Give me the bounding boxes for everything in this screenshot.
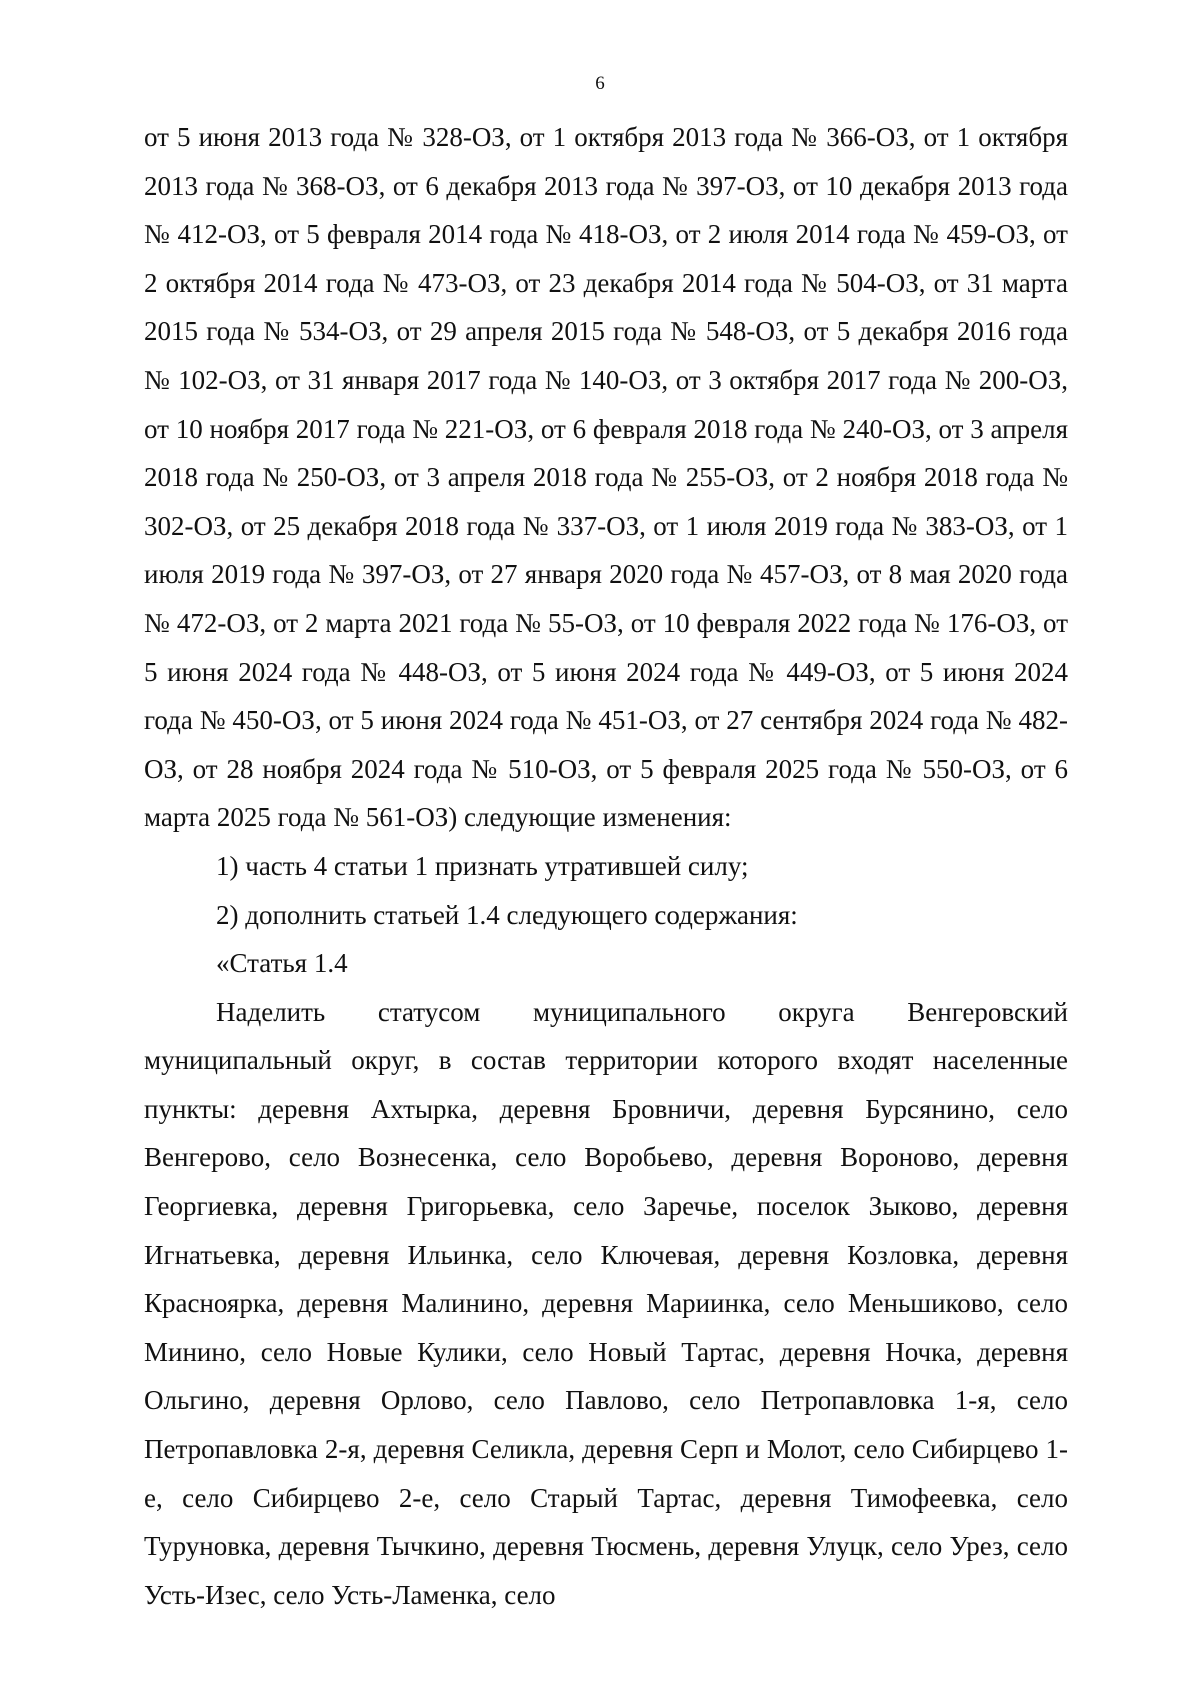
article-text-paragraph: Наделить статусом муниципального округа Венгеровский муниципальный округ, в состав территории которого входят населенные пункты: деревня Ахтырка, деревня Бровничи, деревня Бурсянино, село Венгерово, село Вознесенка, село Воробьево, деревня Вороново, деревня Георгиевка, деревня Григорьевка, село Заречье, поселок Зыково, деревня Игнатьевка, деревня Ильинка, село Ключевая, деревня Козловка, деревня Красноярка, деревня Малинино, деревня Мариинка, село Меньшиково, село Минино, село Новые Кулики, село Новый Тартас, деревня Ночка, деревня Ольгино, деревня Орлово, село Павлово, село Петропавловка 1-я, село Петропавловка 2-я, деревня Селикла, деревня Серп и Молот, село Сибирцево 1-е, село Сибирцево 2-е, село Старый Тартас, деревня Тимофеевка, село Туруновка, деревня Тычкино, деревня Тюсмень, деревня Улуцк, село Урез, село Усть-Изес, село Усть-Ламенка, село (144, 996, 1068, 1610)
document-body (144, 113, 1068, 1619)
article-heading: «Статья 1.4 (216, 948, 348, 979)
page-number: 6 (595, 73, 605, 94)
amendments-list-paragraph: от 5 июня 2013 года № 328-ОЗ, от 1 октября 2013 года № 366-ОЗ, от 1 октября 2013 года № 368-ОЗ, от 6 декабря 2013 года № 397-ОЗ, от 10 декабря 2013 года № 412-ОЗ, от 5 февраля 2014 года № 418-ОЗ, от 2 июля 2014 года № 459-ОЗ, от 2 октября 2014 года № 473-ОЗ, от 23 декабря 2014 года № 504-ОЗ, от 31 марта 2015 года № 534-ОЗ, от 29 апреля 2015 года № 548-ОЗ, от 5 декабря 2016 года № 102-ОЗ, от 31 января 2017 года № 140-ОЗ, от 3 октября 2017 года № 200-ОЗ, от 10 ноября 2017 года № 221-ОЗ, от 6 февраля 2018 года № 240-ОЗ, от 3 апреля 2018 года № 250-ОЗ, от 3 апреля 2018 года № 255-ОЗ, от 2 ноября 2018 года № 302-ОЗ, от 25 декабря 2018 года № 337-ОЗ, от 1 июля 2019 года № 383-ОЗ, от 1 июля 2019 года № 397-ОЗ, от 27 января 2020 года № 457-ОЗ, от 8 мая 2020 года № 472-ОЗ, от 2 марта 2021 года № 55-ОЗ, от 10 февраля 2022 года № 176-ОЗ, от 5 июня 2024 года № 448-ОЗ, от 5 июня 2024 года № 449-ОЗ, от 5 июня 2024 года № 450-ОЗ, от 5 июня 2024 года № 451-ОЗ, от 27 сентября 2024 года № 482-ОЗ, от 28 ноября 2024 года № 510-ОЗ, от 5 февраля 2025 года № 550-ОЗ, от 6 марта 2025 года № 561-ОЗ) следующие изменения: (144, 122, 1068, 833)
item-2-paragraph: 2) дополнить статьей 1.4 следующего содержания: (216, 899, 798, 930)
item-1-paragraph: 1) часть 4 статьи 1 признать утратившей силу; (216, 850, 749, 881)
